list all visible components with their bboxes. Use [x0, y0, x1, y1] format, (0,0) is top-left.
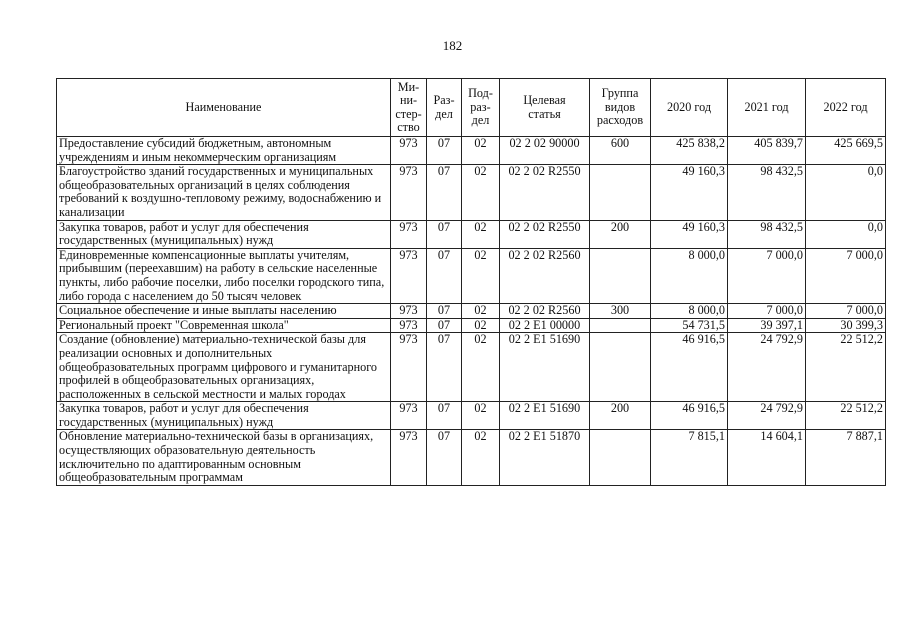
row-2022: 0,0 — [806, 165, 886, 220]
row-section: 07 — [427, 165, 462, 220]
row-group — [590, 248, 651, 303]
row-ministry: 973 — [391, 318, 427, 333]
row-name: Создание (обновление) материально-технической базы для реализации основных и дополнительных общеобразовательных программ цифрового и гуманитарного профилей в общеобразовательных организациях, расположенных в сельской местности и малых городах — [57, 333, 391, 402]
row-target: 02 2 02 90000 — [500, 137, 590, 165]
row-2020: 46 916,5 — [651, 333, 728, 402]
page-number: 182 — [442, 38, 463, 53]
table-row — [57, 430, 886, 485]
row-name: Социальное обеспечение и иные выплаты населению — [57, 304, 391, 319]
row-section: 07 — [427, 304, 462, 319]
row-2022: 0,0 — [806, 220, 886, 248]
budget-table — [56, 78, 886, 486]
row-section: 07 — [427, 137, 462, 165]
row-2022: 22 512,2 — [806, 402, 886, 430]
row-subsection: 02 — [462, 430, 500, 485]
row-subsection: 02 — [462, 248, 500, 303]
row-ministry: 973 — [391, 137, 427, 165]
row-ministry: 973 — [391, 304, 427, 319]
table-row — [57, 333, 886, 402]
row-target: 02 2 E1 51690 — [500, 333, 590, 402]
table-row — [57, 304, 886, 319]
row-subsection: 02 — [462, 165, 500, 220]
row-2021: 405 839,7 — [728, 137, 806, 165]
header-row — [57, 79, 886, 137]
header-section: Раз- дел — [427, 79, 462, 137]
header-2022: 2022 год — [806, 79, 886, 137]
row-2022: 22 512,2 — [806, 333, 886, 402]
row-2022: 7 887,1 — [806, 430, 886, 485]
row-2022: 425 669,5 — [806, 137, 886, 165]
row-ministry: 973 — [391, 165, 427, 220]
row-target: 02 2 02 R2560 — [500, 304, 590, 319]
row-group: 300 — [590, 304, 651, 319]
row-section: 07 — [427, 248, 462, 303]
row-target: 02 2 E1 51870 — [500, 430, 590, 485]
table-header — [57, 79, 886, 137]
row-name: Закупка товаров, работ и услуг для обеспечения государственных (муниципальных) нужд — [57, 220, 391, 248]
row-group — [590, 165, 651, 220]
row-section: 07 — [427, 333, 462, 402]
row-name: Благоустройство зданий государственных и муниципальных общеобразовательных организаций в целях соблюдения требований к воздушно-тепловому режиму, водоснабжению и канализации — [57, 165, 391, 220]
row-2021: 7 000,0 — [728, 248, 806, 303]
row-ministry: 973 — [391, 430, 427, 485]
row-name: Обновление материально-технической базы в организациях, осуществляющих образовательную деятельность исключительно по адаптированным основным общеобразовательным программам — [57, 430, 391, 485]
row-ministry: 973 — [391, 220, 427, 248]
row-section: 07 — [427, 402, 462, 430]
row-2022: 30 399,3 — [806, 318, 886, 333]
row-group: 200 — [590, 220, 651, 248]
row-group: 200 — [590, 402, 651, 430]
table-row — [57, 318, 886, 333]
row-2021: 14 604,1 — [728, 430, 806, 485]
table-row — [57, 165, 886, 220]
row-target: 02 2 E1 51690 — [500, 402, 590, 430]
row-subsection: 02 — [462, 137, 500, 165]
row-2021: 39 397,1 — [728, 318, 806, 333]
row-group — [590, 318, 651, 333]
table-row — [57, 402, 886, 430]
row-group — [590, 430, 651, 485]
row-subsection: 02 — [462, 304, 500, 319]
row-2021: 24 792,9 — [728, 333, 806, 402]
row-2021: 24 792,9 — [728, 402, 806, 430]
row-subsection: 02 — [462, 220, 500, 248]
row-2022: 7 000,0 — [806, 304, 886, 319]
row-ministry: 973 — [391, 333, 427, 402]
row-subsection: 02 — [462, 333, 500, 402]
row-group: 600 — [590, 137, 651, 165]
header-group: Группа видов расходов — [590, 79, 651, 137]
row-target: 02 2 02 R2560 — [500, 248, 590, 303]
row-group — [590, 333, 651, 402]
row-name: Единовременные компенсационные выплаты учителям, прибывшим (переехавшим) на работу в сельские населенные пункты, либо рабочие поселки, либо поселки городского типа, либо города с населением до 50 тысяч человек — [57, 248, 391, 303]
header-2020: 2020 год — [651, 79, 728, 137]
row-section: 07 — [427, 430, 462, 485]
row-name: Региональный проект "Современная школа" — [57, 318, 391, 333]
row-2020: 46 916,5 — [651, 402, 728, 430]
header-subsection: Под- раз- дел — [462, 79, 500, 137]
row-ministry: 973 — [391, 402, 427, 430]
row-2021: 98 432,5 — [728, 165, 806, 220]
row-2020: 8 000,0 — [651, 248, 728, 303]
row-2020: 49 160,3 — [651, 220, 728, 248]
header-name: Наименование — [57, 79, 391, 137]
row-2022: 7 000,0 — [806, 248, 886, 303]
row-target: 02 2 02 R2550 — [500, 165, 590, 220]
row-target: 02 2 E1 00000 — [500, 318, 590, 333]
row-section: 07 — [427, 220, 462, 248]
row-subsection: 02 — [462, 318, 500, 333]
row-2020: 49 160,3 — [651, 165, 728, 220]
row-name: Предоставление субсидий бюджетным, автономным учреждениям и иным некоммерческим организациям — [57, 137, 391, 165]
row-subsection: 02 — [462, 402, 500, 430]
table-body — [57, 137, 886, 486]
row-target: 02 2 02 R2550 — [500, 220, 590, 248]
row-2021: 98 432,5 — [728, 220, 806, 248]
row-ministry: 973 — [391, 248, 427, 303]
header-target: Целевая статья — [500, 79, 590, 137]
table-row — [57, 137, 886, 165]
row-2020: 7 815,1 — [651, 430, 728, 485]
header-2021: 2021 год — [728, 79, 806, 137]
table-row — [57, 248, 886, 303]
row-2020: 8 000,0 — [651, 304, 728, 319]
row-2020: 425 838,2 — [651, 137, 728, 165]
table-row — [57, 220, 886, 248]
row-name: Закупка товаров, работ и услуг для обеспечения государственных (муниципальных) нужд — [57, 402, 391, 430]
row-section: 07 — [427, 318, 462, 333]
row-2021: 7 000,0 — [728, 304, 806, 319]
header-ministry: Ми- ни- стер- ство — [391, 79, 427, 137]
row-2020: 54 731,5 — [651, 318, 728, 333]
